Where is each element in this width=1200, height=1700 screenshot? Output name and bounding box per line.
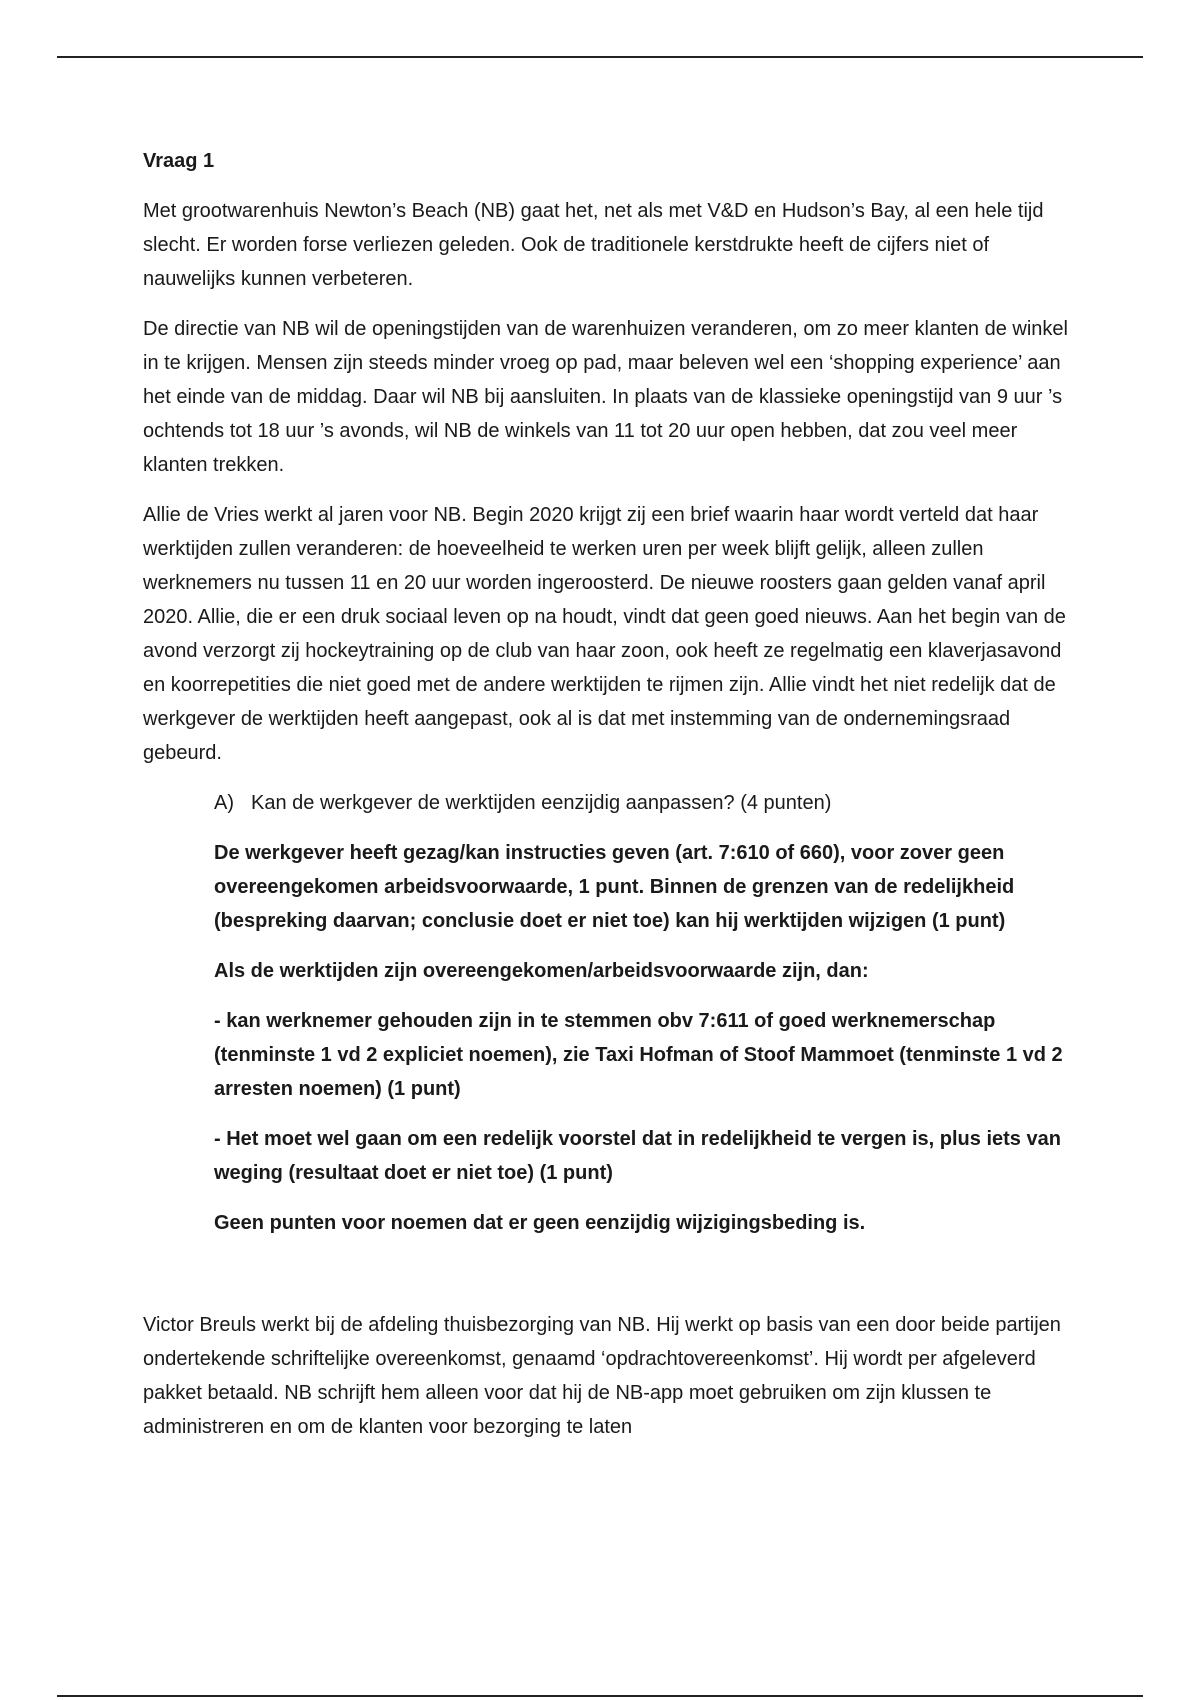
section-spacer xyxy=(143,1256,1068,1308)
question-heading: Vraag 1 xyxy=(143,150,215,172)
answer-paragraph: - kan werknemer gehouden zijn in te stemmen obv 7:611 of goed werknemerschap (tenminste 1 vd 2 expliciet noemen), zie Taxi Hofman of Stoof Mammoet (tenminste 1 vd 2 arresten noemen) (1 punt) xyxy=(214,1010,1063,1100)
answer-paragraph: Als de werktijden zijn overeengekomen/arbeidsvoorwaarde zijn, dan: xyxy=(214,960,869,982)
document-body xyxy=(143,144,1068,1460)
case-paragraph: Allie de Vries werkt al jaren voor NB. Begin 2020 krijgt zij een brief waarin haar wordt verteld dat haar werktijden zullen veranderen: de hoeveelheid te werken uren per week blijft gelijk, alleen zullen werknemers nu tussen 11 en 20 uur worden ingeroosterd. De nieuwe roosters gaan gelden vanaf april 2020. Allie, die er een druk sociaal leven op na houdt, vindt dat geen goed nieuws. Aan het begin van de avond verzorgt zij hockeytraining op de club van haar zoon, ook heeft ze regelmatig een klaverjasavond en koorrepetities die niet goed met de andere werktijden te rijmen zijn. Allie vindt het niet redelijk dat de werkgever de werktijden heeft aangepast, ook al is dat met instemming van de ondernemingsraad gebeurd. xyxy=(143,504,1066,764)
top-rule xyxy=(57,56,1143,58)
answer-paragraph: Geen punten voor noemen dat er geen eenzijdig wijzigingsbeding is. xyxy=(214,1212,866,1234)
sub-question-text: Kan de werkgever de werktijden eenzijdig aanpassen? (4 punten) xyxy=(251,792,832,814)
sub-question xyxy=(214,786,1068,820)
answer-paragraph: - Het moet wel gaan om een redelijk voorstel dat in redelijkheid te vergen is, plus iets van weging (resultaat doet er niet toe) (1 punt) xyxy=(214,1128,1061,1184)
case-paragraph: Met grootwarenhuis Newton’s Beach (NB) gaat het, net als met V&D en Hudson’s Bay, al een hele tijd slecht. Er worden forse verliezen geleden. Ook de traditionele kerstdrukte heeft de cijfers niet of nauwelijks kunnen verbeteren. xyxy=(143,200,1044,290)
sub-question-marker: A) xyxy=(214,792,234,814)
case-paragraph: Victor Breuls werkt bij de afdeling thuisbezorging van NB. Hij werkt op basis van een door beide partijen ondertekende schriftelijke overeenkomst, genaamd ‘opdrachtovereenkomst’. Hij wordt per afgeleverd pakket betaald. NB schrijft hem alleen voor dat hij de NB-app moet gebruiken om zijn klussen te administreren en om de klanten voor bezorging te laten xyxy=(143,1314,1061,1438)
answer-paragraph: De werkgever heeft gezag/kan instructies geven (art. 7:610 of 660), voor zover geen overeengekomen arbeidsvoorwaarde, 1 punt. Binnen de grenzen van de redelijkheid (bespreking daarvan; conclusie doet er niet toe) kan hij werktijden wijzigen (1 punt) xyxy=(214,842,1015,932)
bottom-rule xyxy=(57,1695,1143,1697)
case-paragraph: De directie van NB wil de openingstijden van de warenhuizen veranderen, om zo meer klanten de winkel in te krijgen. Mensen zijn steeds minder vroeg op pad, maar beleven wel een ‘shopping experience’ aan het einde van de middag. Daar wil NB bij aansluiten. In plaats van de klassieke openingstijd van 9 uur ’s ochtends tot 18 uur ’s avonds, wil NB de winkels van 11 tot 20 uur open hebben, dat zou veel meer klanten trekken. xyxy=(143,318,1068,476)
